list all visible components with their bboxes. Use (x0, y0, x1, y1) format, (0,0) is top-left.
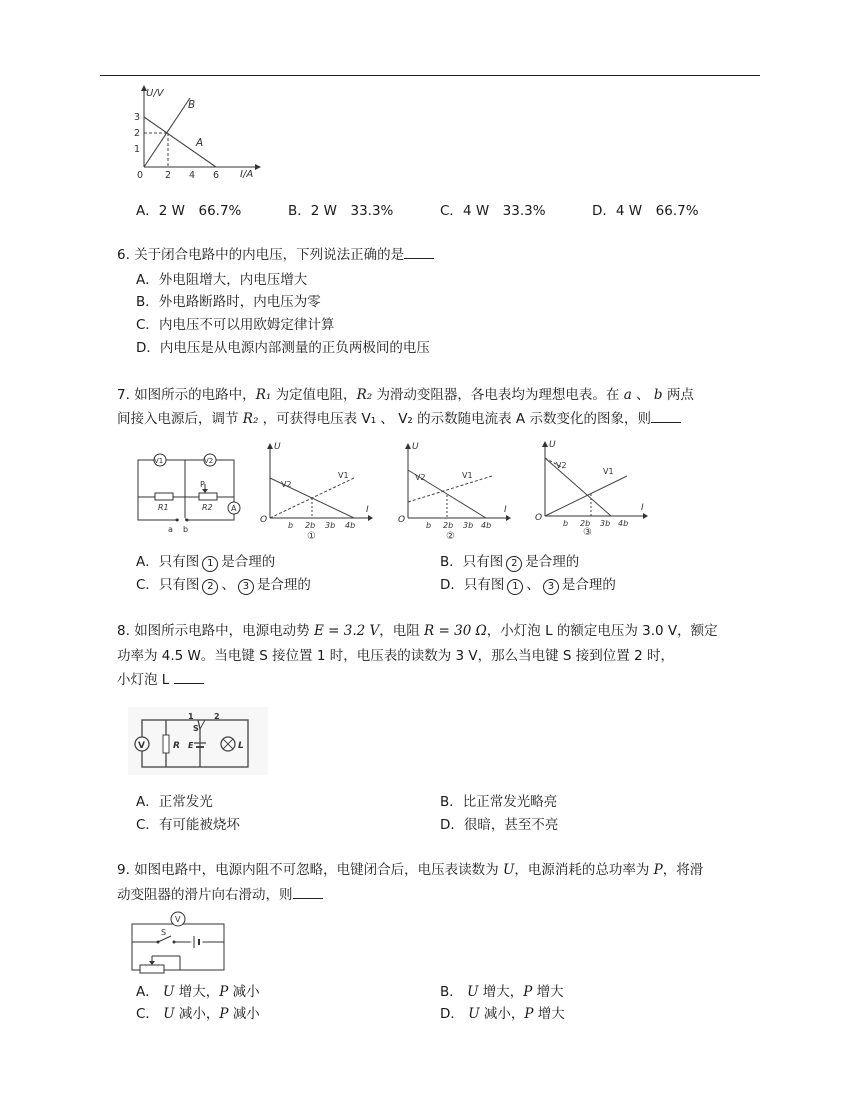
svg-text:2b: 2b (443, 521, 454, 530)
svg-text:O: O (535, 513, 543, 523)
q8-option-c[interactable]: C．有可能被烧坏 (136, 817, 240, 833)
q8-option-b[interactable]: B．比正常发光略亮 (440, 794, 558, 810)
svg-text:A: A (231, 504, 237, 513)
svg-text:4b: 4b (481, 521, 492, 530)
q5-ytick: 2 (134, 128, 141, 139)
q5-xtick: 0 (137, 170, 144, 181)
q7-graph-3 (533, 438, 653, 538)
svg-text:4b: 4b (618, 519, 629, 528)
answer-blank[interactable] (174, 671, 204, 684)
svg-text:V: V (138, 741, 145, 751)
q8-circuit-diagram (128, 707, 268, 775)
svg-text:U: U (412, 442, 419, 452)
svg-text:I: I (504, 505, 507, 515)
q9-circuit-diagram (130, 910, 230, 975)
svg-text:R2: R2 (202, 503, 213, 512)
svg-text:U: U (274, 442, 281, 452)
q5-option-c[interactable]: C．4 W 33.3% (440, 203, 546, 219)
svg-text:③: ③ (583, 527, 592, 538)
svg-text:2: 2 (214, 712, 220, 721)
svg-text:3b: 3b (600, 519, 611, 528)
q7-option-c[interactable]: C．只有图 2 、 3 是合理的 (136, 577, 311, 593)
svg-text:I: I (641, 503, 644, 513)
q7-stem: 7. 如图所示的电路中，R₁ 为定值电阻，R₂ 为滑动变阻器，各电表均为理想电表。在 a 、 b 两点 (117, 387, 694, 403)
q6-option-d[interactable]: D．内电压是从电源内部测量的正负两极间的电压 (136, 340, 430, 356)
svg-text:O: O (398, 515, 406, 525)
svg-text:2b: 2b (580, 519, 591, 528)
answer-blank[interactable] (293, 886, 323, 899)
svg-text:a: a (168, 525, 173, 534)
q9-stem: 9. 如图电路中，电源内阻不可忽略，电键闭合后，电压表读数为 U，电源消耗的总功率为 P，将滑 (117, 862, 704, 878)
svg-text:b: b (183, 525, 189, 534)
svg-text:3b: 3b (463, 521, 474, 530)
answer-blank[interactable] (651, 410, 681, 423)
svg-text:E: E (188, 741, 194, 750)
q9-option-c[interactable]: C． U 减小，P 减小 (136, 1006, 260, 1022)
svg-text:V: V (175, 915, 181, 924)
q7-circuit-diagram (135, 452, 245, 537)
q7-option-d[interactable]: D．只有图 1 、 3 是合理的 (440, 577, 616, 593)
q9-option-b[interactable]: B． U 增大，P 增大 (440, 984, 564, 1000)
svg-text:b: b (563, 519, 569, 528)
q7-graph-1 (258, 440, 378, 540)
q5-xtick: 4 (189, 170, 196, 181)
header-rule (100, 75, 760, 76)
q7-option-a[interactable]: A．只有图 1 是合理的 (136, 554, 276, 570)
q5-ytick: 3 (134, 112, 141, 123)
svg-text:I: I (366, 505, 369, 515)
svg-text:V1: V1 (462, 471, 473, 480)
q5-xlabel: I/A (240, 169, 254, 180)
q5-xtick: 6 (213, 170, 220, 181)
svg-text:R: R (173, 741, 180, 751)
svg-text:O: O (260, 515, 268, 525)
svg-text:R1: R1 (158, 503, 169, 512)
svg-text:V1: V1 (154, 457, 164, 465)
answer-blank[interactable] (404, 246, 434, 259)
svg-text:①: ① (307, 531, 316, 542)
q9-stem-line2: 动变阻器的滑片向右滑动，则 (117, 883, 762, 907)
q5-line-a-label: A (196, 137, 204, 149)
svg-text:V2: V2 (556, 461, 567, 470)
svg-text:1: 1 (188, 712, 194, 721)
q5-option-b[interactable]: B．2 W 33.3% (288, 203, 394, 219)
svg-text:S: S (161, 928, 167, 937)
svg-text:P: P (200, 480, 205, 489)
svg-text:U: U (549, 440, 556, 450)
q5-option-a[interactable]: A．2 W 66.7% (136, 203, 242, 219)
q5-xtick: 2 (165, 170, 172, 181)
q6-option-b[interactable]: B．外电路断路时，内电压为零 (136, 294, 321, 310)
svg-text:4b: 4b (345, 521, 356, 530)
q5-ylabel: U/V (146, 88, 164, 99)
q5-ytick: 1 (134, 144, 141, 155)
q5-option-d[interactable]: D．4 W 66.7% (592, 203, 699, 219)
q8-option-a[interactable]: A．正常发光 (136, 794, 213, 810)
q8-stem: 8. 如图所示电路中，电源电动势 E = 3.2 V，电阻 R = 30 Ω，小灯泡 L 的额定电压为 3.0 V，额定 (117, 623, 718, 639)
q6-option-a[interactable]: A．外电阻增大，内电压增大 (136, 272, 308, 288)
svg-text:V2: V2 (204, 457, 214, 465)
q9-option-a[interactable]: A． U 增大，P 减小 (136, 984, 260, 1000)
q6-option-c[interactable]: C．内电压不可以用欧姆定律计算 (136, 317, 335, 333)
svg-text:b: b (426, 521, 432, 530)
q8-stem-line2: 功率为 4.5 W。当电键 S 接位置 1 时，电压表的读数为 3 V，那么当电键 S 接到位置 2 时， (117, 648, 674, 664)
q5-ui-graph (125, 85, 265, 180)
q8-option-d[interactable]: D．很暗，甚至不亮 (440, 817, 559, 833)
q5-line-b-label: B (188, 99, 196, 111)
svg-text:2b: 2b (305, 521, 316, 530)
svg-text:3b: 3b (325, 521, 336, 530)
svg-text:V1: V1 (603, 467, 614, 476)
q8-stem-line3: 小灯泡 L (117, 668, 762, 692)
q7-graph-2 (396, 440, 516, 540)
svg-text:V1: V1 (338, 471, 349, 480)
q9-option-d[interactable]: D． U 减小，P 增大 (440, 1006, 565, 1022)
svg-text:V2: V2 (281, 480, 292, 489)
svg-text:V2: V2 (415, 473, 426, 482)
svg-text:b: b (288, 521, 294, 530)
svg-text:②: ② (446, 531, 455, 542)
q7-option-b[interactable]: B．只有图 2 是合理的 (440, 554, 580, 570)
q7-stem-line2: 间接入电源后，调节 R₂ ，可获得电压表 V₁ 、 V₂ 的示数随电流表 A 示数变化的图象，则 (117, 407, 762, 431)
svg-text:L: L (238, 741, 244, 751)
svg-text:S: S (193, 724, 199, 733)
q6-stem: 6. 关于闭合电路中的内电压，下列说法正确的是 (117, 243, 762, 267)
